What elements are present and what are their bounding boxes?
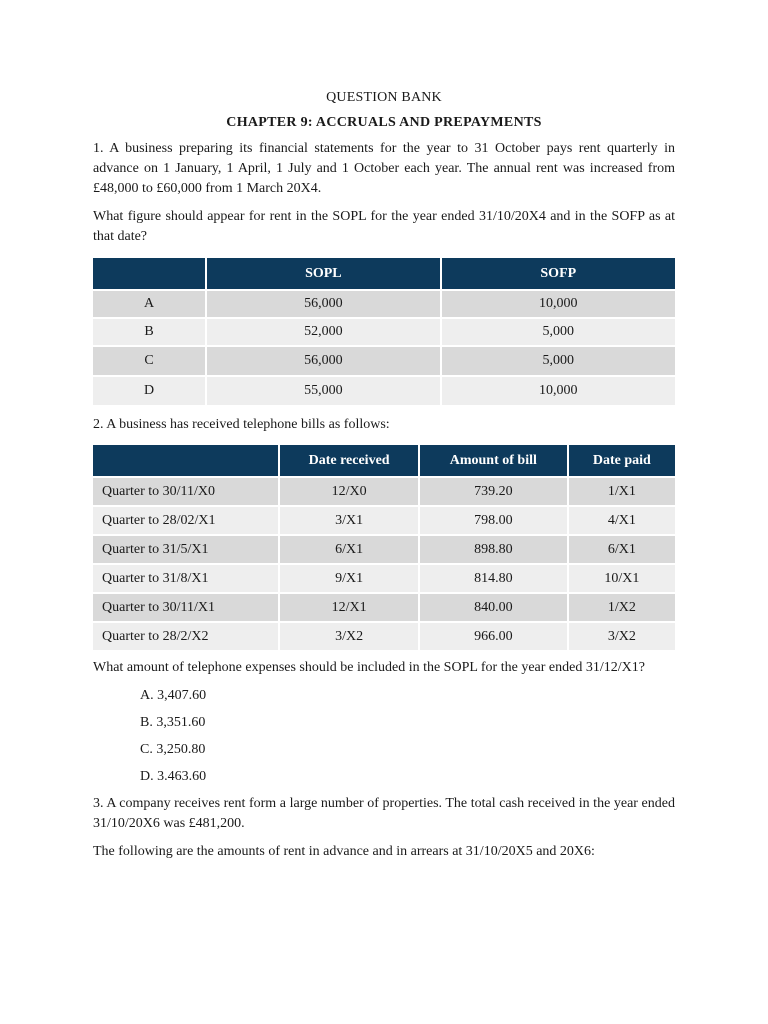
table-cell: 798.00	[420, 507, 567, 534]
table-cell: 1/X1	[569, 478, 675, 505]
table-row	[93, 594, 675, 621]
question-3-text: 3. A company receives rent form a large number of properties. The total cash received in the year ended 31/10/20X6 was £481,200.	[93, 796, 675, 831]
answer-option: A. 3,407.60	[140, 688, 207, 703]
table-cell: 3/X2	[569, 623, 675, 650]
table-header-cell	[93, 258, 205, 289]
table-cell: 3/X2	[280, 623, 418, 650]
question-1-table	[91, 256, 677, 407]
table-cell: 4/X1	[569, 507, 675, 534]
table-row	[93, 319, 675, 345]
table-cell: A	[93, 291, 205, 317]
question-1-prompt: What figure should appear for rent in the SOPL for the year ended 31/10/20X4 and in the SOFP as at that date?	[93, 209, 675, 244]
table-cell: 898.80	[420, 536, 567, 563]
table-cell: Quarter to 28/2/X2	[93, 623, 278, 650]
table-row	[93, 377, 675, 405]
table-cell: 966.00	[420, 623, 567, 650]
document-page	[93, 90, 675, 862]
table-cell: 814.80	[420, 565, 567, 592]
answer-option: C. 3,250.80	[140, 742, 206, 757]
table-header-sopl: SOPL	[207, 258, 439, 289]
answer-options	[93, 686, 675, 787]
question-3-text-continued: The following are the amounts of rent in advance and in arrears at 31/10/20X5 and 20X6:	[93, 844, 595, 859]
table-cell: 5,000	[442, 319, 675, 345]
question-2-prompt: What amount of telephone expenses should be included in the SOPL for the year ended 31/12/X1?	[93, 660, 645, 675]
table-header-date-paid: Date paid	[569, 445, 675, 476]
table-row	[93, 291, 675, 317]
table-cell: 12/X0	[280, 478, 418, 505]
table-cell: Quarter to 28/02/X1	[93, 507, 278, 534]
table-header-sofp: SOFP	[442, 258, 675, 289]
page-title: QUESTION BANK	[326, 90, 442, 105]
table-row	[93, 347, 675, 375]
table-cell: 55,000	[207, 377, 439, 405]
table-cell: 12/X1	[280, 594, 418, 621]
table-cell: B	[93, 319, 205, 345]
table-cell: 10/X1	[569, 565, 675, 592]
table-row	[93, 565, 675, 592]
table-cell: Quarter to 30/11/X1	[93, 594, 278, 621]
table-header-cell	[93, 445, 278, 476]
table-cell: 6/X1	[280, 536, 418, 563]
answer-option: B. 3,351.60	[140, 715, 206, 730]
table-cell: 10,000	[442, 377, 675, 405]
question-2-text: 2. A business has received telephone bills as follows:	[93, 417, 390, 432]
table-cell: D	[93, 377, 205, 405]
table-cell: 52,000	[207, 319, 439, 345]
table-cell: Quarter to 31/5/X1	[93, 536, 278, 563]
table-cell: 5,000	[442, 347, 675, 375]
question-1-text: 1. A business preparing its financial statements for the year to 31 October pays rent quarterly in advance on 1 January, 1 April, 1 July and 1 October each year. The annual rent was increased from £48,000 to £60,000 from 1 March 20X4.	[93, 141, 675, 196]
table-cell: 56,000	[207, 347, 439, 375]
table-cell: 56,000	[207, 291, 439, 317]
table-cell: 840.00	[420, 594, 567, 621]
table-cell: Quarter to 31/8/X1	[93, 565, 278, 592]
table-cell: 3/X1	[280, 507, 418, 534]
table-row	[93, 536, 675, 563]
table-cell: 9/X1	[280, 565, 418, 592]
answer-option: D. 3.463.60	[140, 769, 207, 784]
table-cell: C	[93, 347, 205, 375]
table-cell: 739.20	[420, 478, 567, 505]
question-2-table	[91, 443, 677, 652]
table-cell: 10,000	[442, 291, 675, 317]
chapter-heading: CHAPTER 9: ACCRUALS AND PREPAYMENTS	[226, 115, 542, 130]
table-cell: 6/X1	[569, 536, 675, 563]
table-row	[93, 507, 675, 534]
table-cell: 1/X2	[569, 594, 675, 621]
table-row	[93, 623, 675, 650]
table-cell: Quarter to 30/11/X0	[93, 478, 278, 505]
table-header-amount-of-bill: Amount of bill	[420, 445, 567, 476]
table-row	[93, 478, 675, 505]
table-header-date-received: Date received	[280, 445, 418, 476]
